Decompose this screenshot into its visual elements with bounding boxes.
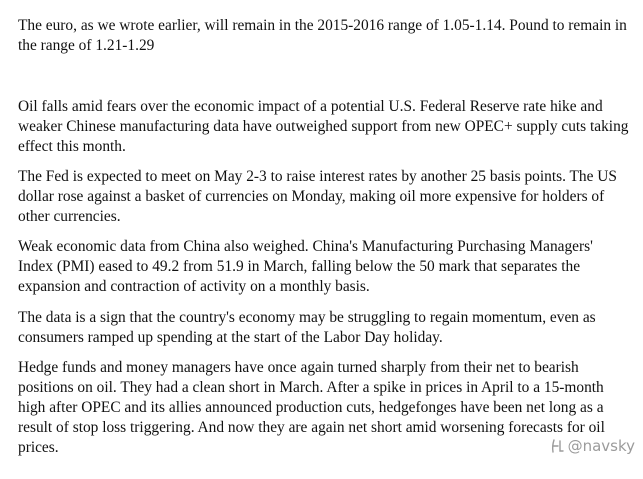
zhihu-logo-icon	[551, 438, 565, 454]
watermark	[551, 437, 635, 455]
paragraph-euro-pound-range: The euro, as we wrote earlier, will remain in the 2015-2016 range of 1.05-1.14. Pound to remain in the range of 1.21-1.29	[18, 17, 627, 54]
watermark-text: @navsky	[567, 437, 635, 455]
paragraph-fed-meeting: The Fed is expected to meet on May 2-3 to raise interest rates by another 25 basis points. The US dollar rose against a basket of currencies on Monday, making oil more expensive for holders of other currencies.	[18, 168, 617, 225]
paragraph-oil-falls: Oil falls amid fears over the economic impact of a potential U.S. Federal Reserve rate hike and weaker Chinese manufacturing data have outweighed support from new OPEC+ supply cuts taking effect this month.	[18, 98, 629, 155]
paragraph-economy-momentum: The data is a sign that the country's economy may be struggling to regain momentum, even as consumers ramped up spending at the start of the Labor Day holiday.	[18, 309, 596, 346]
paragraph-hedge-funds: Hedge funds and money managers have once again turned sharply from their net to bearish positions on oil. They had a clean short in March. After a spike in prices in April to a 15-month high after OPEC and its allies announced production cuts, hedgefonges have been net long as a result of stop loss triggering. And now they are again net short amid worsening forecasts for oil prices.	[18, 359, 605, 456]
paragraph-china-pmi: Weak economic data from China also weighed. China's Manufacturing Purchasing Managers' Index (PMI) eased to 49.2 from 51.9 in March, falling below the 50 mark that separates the expansion and contraction of activity on a monthly basis.	[18, 238, 593, 295]
